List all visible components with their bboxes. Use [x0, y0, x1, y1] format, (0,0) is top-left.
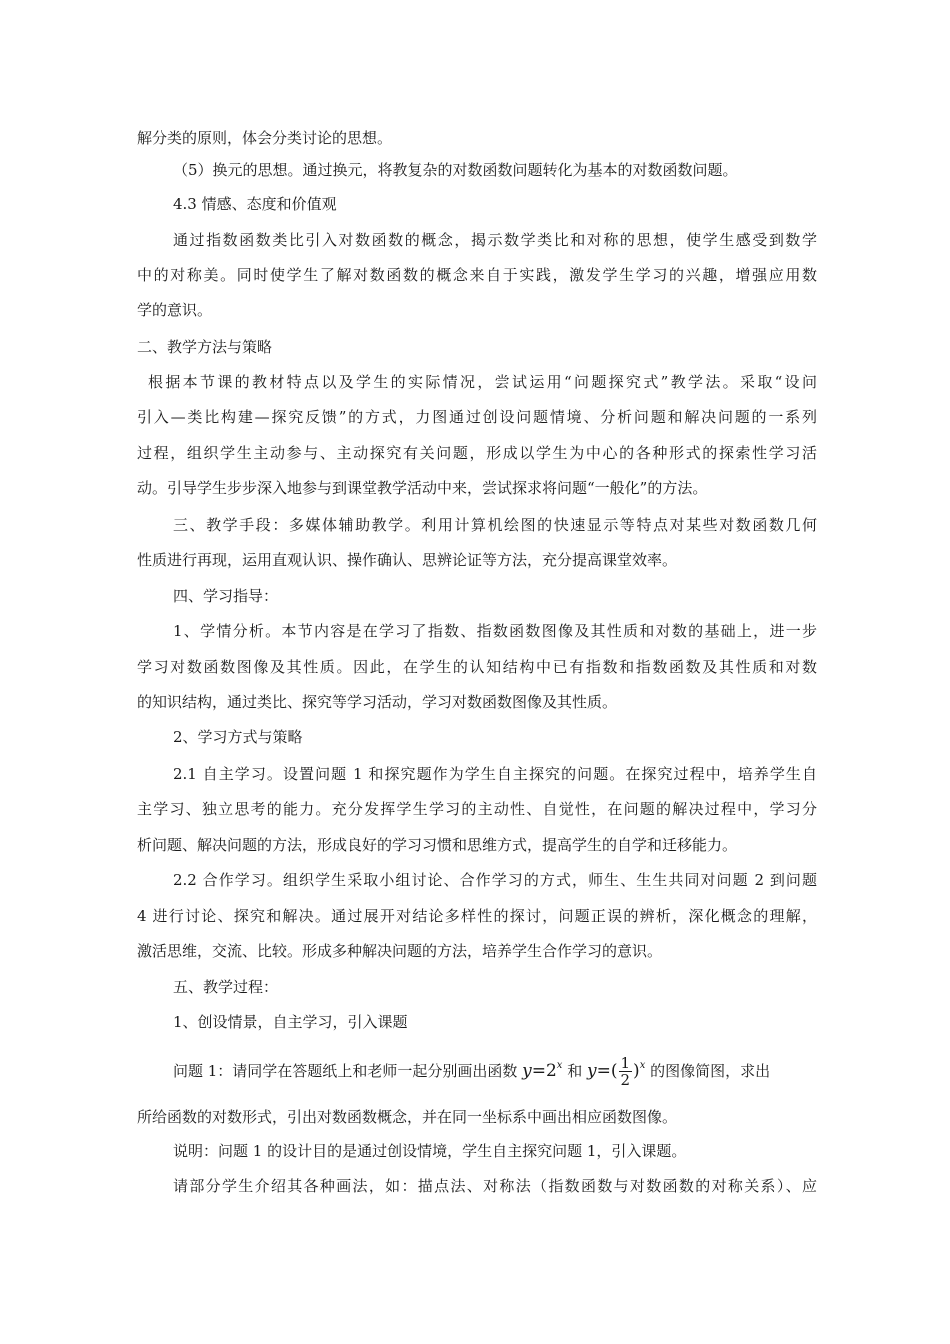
- fraction-one-half: $\frac{1}{2}$: [620, 1054, 631, 1089]
- text-line: 的知识结构，通过类比、探究等学习活动，学习对数函数图像及其性质。: [137, 693, 618, 711]
- text-line: 1、学情分析。本节内容是在学习了指数、指数函数图像及其性质和对数的基础上，进一步: [173, 622, 817, 640]
- section-heading: 四、学习指导：: [173, 587, 279, 605]
- formula-exp-half-x: y=( $\frac{1}{2}$ )$^x$: [587, 1054, 646, 1089]
- text-line: 2.2 合作学习。组织学生采取小组讨论、合作学习的方式，师生、生生共同对问题 2 到问题: [173, 871, 817, 889]
- text-line: 根据本节课的教材特点以及学生的实际情况，尝试运用“问题探究式”教学法。采取“设问: [148, 373, 817, 391]
- section-heading: 1、创设情景，自主学习，引入课题: [173, 1013, 408, 1031]
- text-line: 学的意识。: [137, 301, 213, 319]
- text-line: 请部分学生介绍其各种画法，如：描点法、对称法（指数函数与对数函数的对称关系）、应: [173, 1177, 817, 1195]
- text-line: 性质进行再现，运用直观认识、操作确认、思辨论证等方法，充分提高课堂效率。: [137, 551, 678, 569]
- text-line: 2.1 自主学习。设置问题 1 和探究题作为学生自主探究的问题。在探究过程中，培养学生自: [173, 765, 817, 783]
- text-line: 过程，组织学生主动参与、主动探究有关问题，形成以学生为中心的各种形式的探索性学习活: [137, 444, 817, 462]
- question-1-prefix: 问题 1：请同学在答题纸上和老师一起分别画出函数: [173, 1062, 518, 1080]
- text-line: 所给函数的对数形式，引出对数函数概念，并在同一坐标系中画出相应函数图像。: [137, 1108, 678, 1126]
- text-line: 析问题、解决问题的方法，形成良好的学习习惯和思维方式，提高学生的自学和迁移能力。: [137, 836, 738, 854]
- section-heading: 二、教学方法与策略: [137, 338, 273, 356]
- text-line: 动。引导学生步步深入地参与到课堂教学活动中来，尝试探求将问题“一般化”的方法。: [137, 479, 708, 497]
- text-line: （5）换元的思想。通过换元，将教复杂的对数函数问题转化为基本的对数函数问题。: [173, 161, 738, 179]
- text-line: 说明：问题 1 的设计目的是通过创设情境，学生自主探究问题 1，引入课题。: [173, 1142, 687, 1160]
- text-line: 通过指数函数类比引入对数函数的概念，揭示数学类比和对称的思想，使学生感受到数学: [173, 231, 817, 249]
- question-1-suffix: 的图像简图，求出: [650, 1062, 771, 1080]
- text-line: 解分类的原则，体会分类讨论的思想。: [137, 129, 393, 147]
- text-line: 主学习、独立思考的能力。充分发挥学生学习的主动性、自觉性，在问题的解决过程中，学习分: [137, 800, 817, 818]
- text-line: 中的对称美。同时使学生了解对数函数的概念来自于实践，激发学生学习的兴趣，增强应用数: [137, 266, 817, 284]
- formula-exp-2x: $y=2^x$: [522, 1060, 563, 1081]
- text-line: 4 进行讨论、探究和解决。通过展开对结论多样性的探讨，问题正误的辨析，深化概念的理解，: [137, 907, 817, 925]
- question-1-line: [173, 1052, 817, 1088]
- section-heading: 2、学习方式与策略: [173, 728, 303, 746]
- section-heading: 4.3 情感、态度和价值观: [173, 195, 337, 213]
- text-line: 激活思维，交流、比较。形成多种解决问题的方法，培养学生合作学习的意识。: [137, 942, 663, 960]
- text-line: 学习对数函数图像及其性质。因此，在学生的认知结构中已有指数和指数函数及其性质和对数: [137, 658, 817, 676]
- section-heading: 五、教学过程：: [173, 978, 279, 996]
- question-1-mid: 和: [567, 1062, 583, 1080]
- text-line: 三、教学手段：多媒体辅助教学。利用计算机绘图的快速显示等特点对某些对数函数几何: [173, 516, 817, 534]
- text-line: 引入—类比构建—探究反馈”的方式，力图通过创设问题情境、分析问题和解决问题的一系列: [137, 408, 817, 426]
